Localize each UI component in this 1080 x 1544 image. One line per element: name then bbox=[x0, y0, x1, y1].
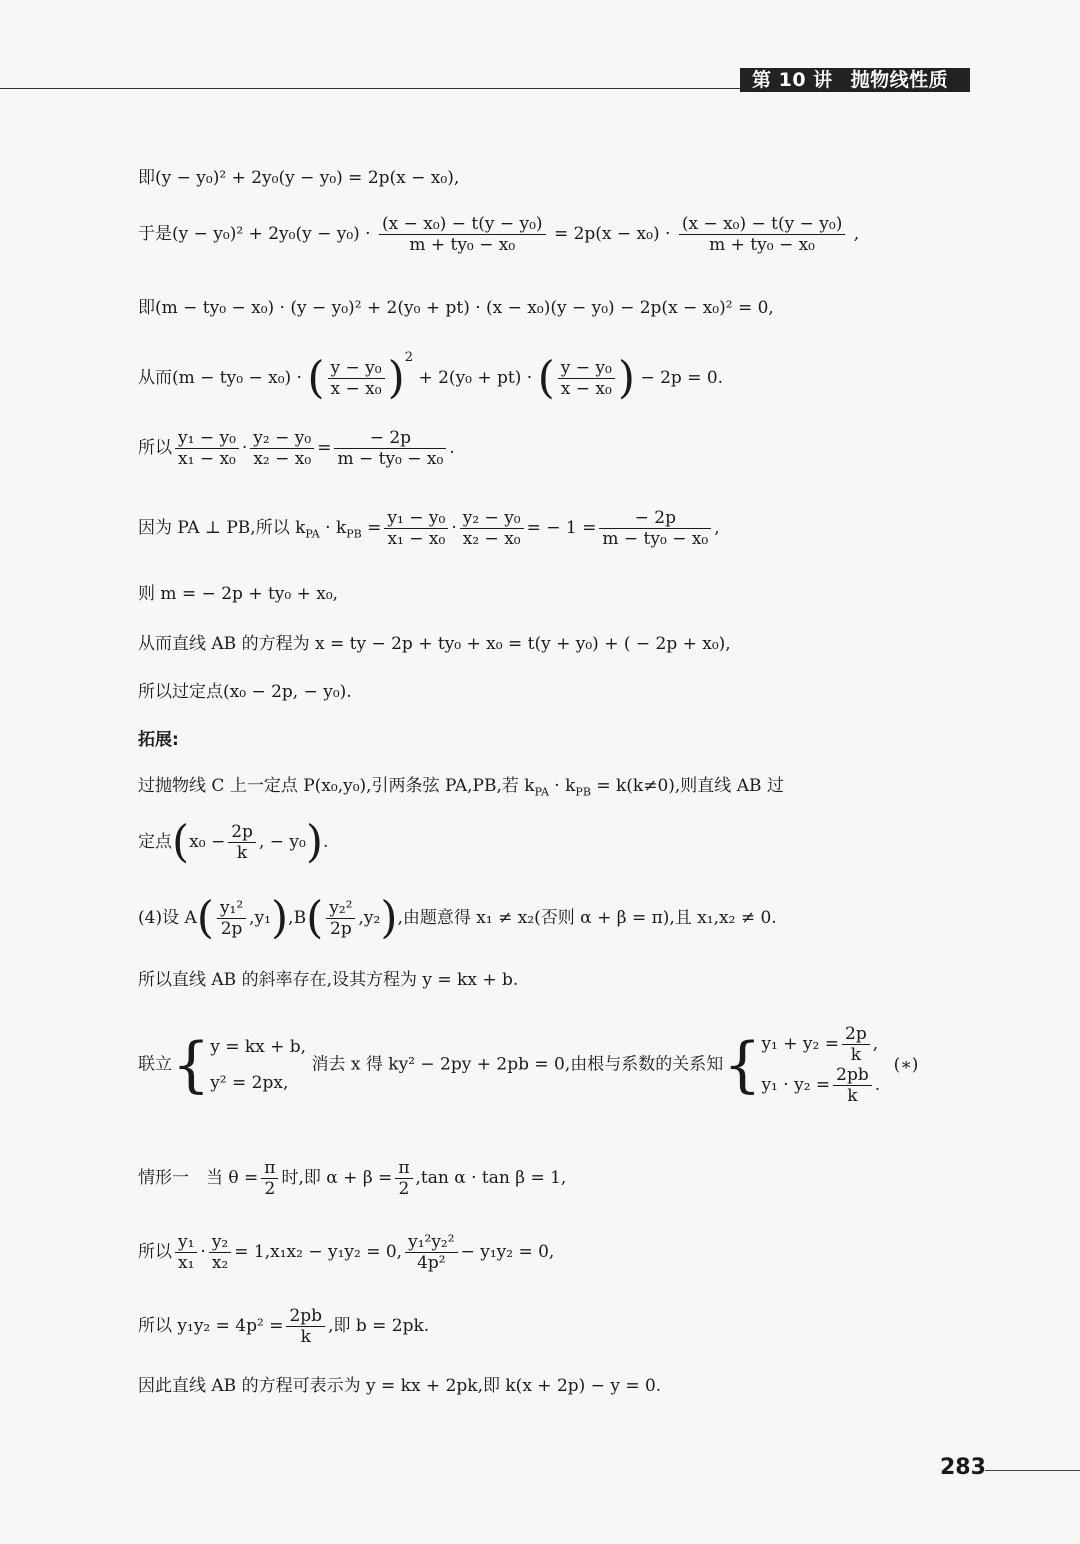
part-4-line-1: (4)设 A( $\frac{\text{y₁²}}{2p}$ ,y₁),B( $\frac{\text{y₂²}}{2p}$ ,y₂),由题意得 x₁ ≠ x₂(否则 α + β = π),且 x₁,x₂ ≠ 0. bbox=[138, 892, 777, 944]
lecture-topic: 抛物线性质 bbox=[850, 69, 949, 91]
fraction: $\frac{\text{(x − x₀) − t(y − y₀)}}{\text{m + ty₀ − x₀}}$ bbox=[679, 214, 846, 255]
fraction: $\frac{2pb}{k}$ bbox=[833, 1065, 872, 1106]
fraction: $\frac{\text{y − y₀}}{\text{x − x₀}}$ bbox=[558, 358, 615, 399]
equation-line-2: 于是(y − y₀)² + 2y₀(y − y₀) · $\frac{\text{(x − x₀) − t(y − y₀)}}{\text{m + ty₀ − x₀}}$ = 2p(x − x₀) · $\frac{\text{(x − x₀) − t(y − y₀)}}{\text{m + ty₀ − x₀}}$ , bbox=[138, 214, 860, 255]
fraction: $\frac{\pi}{2}$ bbox=[261, 1158, 278, 1199]
fraction: $\frac{\text{y₂ − y₀}}{\text{x₂ − x₀}}$ bbox=[250, 428, 314, 469]
equation-line-3: 即(m − ty₀ − x₀) · (y − y₀)² + 2(y₀ + pt) · (x − x₀)(y − y₀) − 2p(x − x₀)² = 0, bbox=[138, 298, 774, 318]
fraction: $\frac{\pi}{2}$ bbox=[395, 1158, 412, 1199]
fraction: $\frac{2p}{k}$ bbox=[228, 822, 256, 863]
line-ab-equation: 因此直线 AB 的方程可表示为 y = kx + 2pk,即 k(x + 2p) − y = 0. bbox=[138, 1376, 662, 1396]
part-4-system: 联立{ y = kx + b, y² = 2px, 消去 x 得 ky² − 2py + 2pb = 0,由根与系数的关系知{ y₁ + y₂ = $\frac{2p}{k}$ , y₁ · y₂ = $\frac{2pb}{k}$ . (∗) bbox=[138, 1024, 919, 1106]
case-one-line: 情形一 当 θ = $\frac{\pi}{2}$ 时,即 α + β = $\frac{\pi}{2}$ ,tan α · tan β = 1, bbox=[138, 1158, 567, 1199]
fraction: $\frac{- 2p}{\text{m − ty₀ − x₀}}$ bbox=[334, 428, 446, 469]
equation-line-4: 从而(m − ty₀ − x₀) · ( $\frac{\text{y − y₀}}{\text{x − x₀}}$ )$^2$ + 2(y₀ + pt) · ( $\frac{\text{y − y₀}}{\text{x − x₀}}$ ) − 2p = 0. bbox=[138, 350, 724, 404]
page-number-rule bbox=[985, 1470, 1080, 1471]
case-one-derivation: 所以 $\frac{\text{y₁}}{\text{x₁}}$ · $\frac{\text{y₂}}{\text{x₂}}$ = 1,x₁x₂ − y₁y₂ = 0, $\frac{\text{y₁²y₂²}}{\text{4p²}}$ − y₁y₂ = 0, bbox=[138, 1232, 555, 1273]
fraction: $\frac{\text{y₂ − y₀}}{\text{x₂ − x₀}}$ bbox=[460, 508, 524, 549]
equation-line-9: 所以过定点(x₀ − 2p, − y₀). bbox=[138, 682, 352, 702]
fraction: $\frac{2pb}{k}$ bbox=[286, 1306, 325, 1347]
fraction: $\frac{\text{y₁²}}{2p}$ bbox=[217, 898, 246, 939]
equation-line-5: 所以 $\frac{\text{y₁ − y₀}}{\text{x₁ − x₀}}$ · $\frac{\text{y₂ − y₀}}{\text{x₂ − x₀}}$ = $\frac{- 2p}{\text{m − ty₀ − x₀}}$ . bbox=[138, 428, 455, 469]
fraction: $\frac{\text{y − y₀}}{\text{x − x₀}}$ bbox=[328, 358, 385, 399]
header-rule bbox=[0, 88, 745, 89]
case-one-result: 所以 y₁y₂ = 4p² = $\frac{2pb}{k}$ ,即 b = 2pk. bbox=[138, 1306, 430, 1347]
fraction: $\frac{\text{y₁ − y₀}}{\text{x₁ − x₀}}$ bbox=[384, 508, 448, 549]
lecture-number: 第 10 讲 bbox=[752, 69, 833, 91]
equation-line-1: 即(y − y₀)² + 2y₀(y − y₀) = 2p(x − x₀), bbox=[138, 168, 460, 188]
fraction: $\frac{\text{y₂}}{\text{x₂}}$ bbox=[209, 1232, 231, 1273]
equation-line-7: 则 m = − 2p + ty₀ + x₀, bbox=[138, 584, 339, 604]
fraction: $\frac{\text{y₂²}}{2p}$ bbox=[326, 898, 355, 939]
fraction: $\frac{\text{y₁}}{\text{x₁}}$ bbox=[175, 1232, 197, 1273]
fraction: $\frac{- 2p}{\text{m − ty₀ − x₀}}$ bbox=[599, 508, 711, 549]
part-4-line-2: 所以直线 AB 的斜率存在,设其方程为 y = kx + b. bbox=[138, 970, 519, 990]
equation-line-6: 因为 PA ⊥ PB,所以 $k_{PA} \cdot k_{PB}$ = $\frac{\text{y₁ − y₀}}{\text{x₁ − x₀}}$ · $\frac{\text{y₂ − y₀}}{\text{x₂ − x₀}}$ = − 1 = $\frac{- 2p}{\text{m − ty₀ − x₀}}$ , bbox=[138, 508, 720, 549]
page-number: 283 bbox=[940, 1455, 986, 1480]
equation-tag: (∗) bbox=[893, 1054, 919, 1075]
fraction: $\frac{\text{(x − x₀) − t(y − y₀)}}{\text{m + ty₀ − x₀}}$ bbox=[379, 214, 546, 255]
fraction: $\frac{\text{y₁²y₂²}}{\text{4p²}}$ bbox=[405, 1232, 457, 1273]
fraction: $\frac{\text{y₁ − y₀}}{\text{x₁ − x₀}}$ bbox=[175, 428, 239, 469]
extension-line-1: 过抛物线 C 上一定点 P(x₀,y₀),引两条弦 PA,PB,若 $k_{PA} \cdot k_{PB} = k(k\ne 0)$,则直线 AB 过 bbox=[138, 776, 784, 799]
extension-heading: 拓展: bbox=[138, 730, 179, 750]
fraction: $\frac{2p}{k}$ bbox=[842, 1024, 870, 1065]
chapter-header bbox=[740, 68, 970, 92]
extension-line-2: 定点(x₀ − $\frac{2p}{k}$ , − y₀). bbox=[138, 816, 329, 868]
equation-line-8: 从而直线 AB 的方程为 x = ty − 2p + ty₀ + x₀ = t(y + y₀) + ( − 2p + x₀), bbox=[138, 634, 731, 654]
